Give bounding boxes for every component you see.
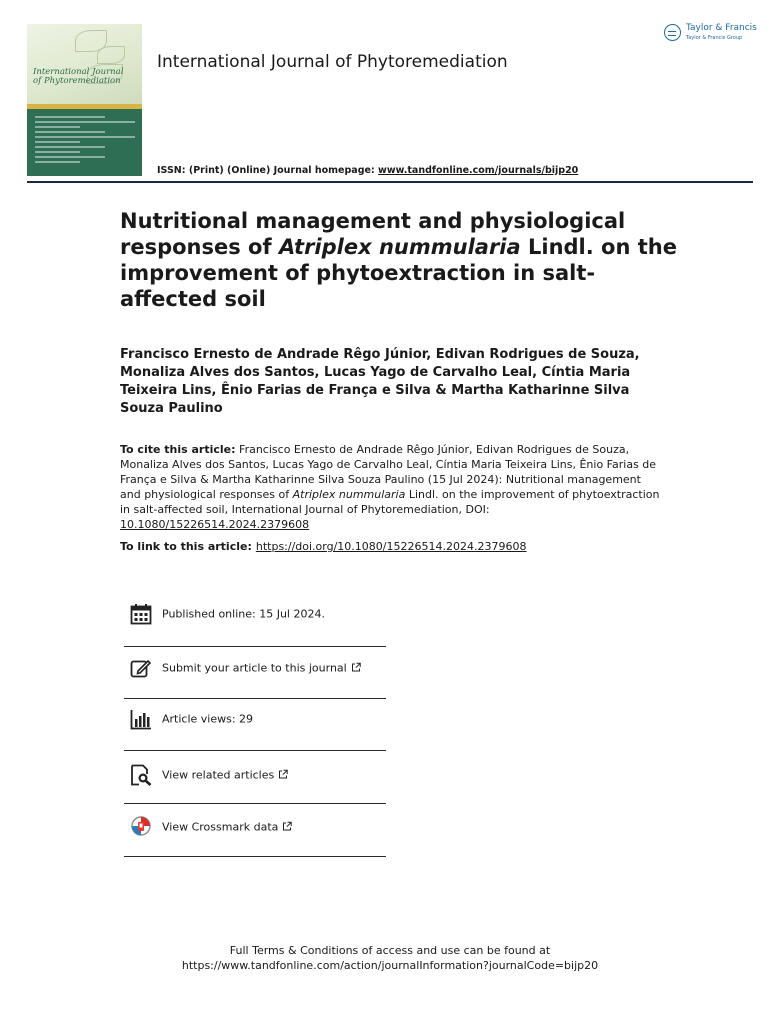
article-title: Nutritional management and physiological responses of Atriplex nummularia Lindl. on the improvement of phytoextraction in salt-affected soil <box>120 209 677 311</box>
publisher-name: Taylor & Francis <box>686 23 757 33</box>
header-divider <box>27 181 753 183</box>
footer-terms <box>0 943 780 973</box>
published-online-row <box>124 594 386 634</box>
journal-cover-image <box>27 24 142 176</box>
publisher-logo[interactable] <box>664 22 757 46</box>
footer-terms-url[interactable]: https://www.tandfonline.com/action/journalInformation?journalCode=bijp20 <box>181 959 599 972</box>
cover-artwork <box>27 24 142 104</box>
citation-label: To cite this article: <box>120 443 236 456</box>
species-name: Atriplex nummularia <box>278 235 521 259</box>
citation-block: To cite this article: Francisco Ernesto de Andrade Rêgo Júnior, Edivan Rodrigues de Souza, Monaliza Alves dos Santos, Lucas Yago de Carvalho Leal, Cíntia Maria Teixeira Lins, Ênio Farias de França e Silva & Martha Katharinne Silva Souza Paulino (15 Jul 2024): Nutritional management and physiological responses of Atriplex nummularia Lindl. on the improvement of phytoextraction in salt-affected soil, International Journal of Phytoremediation, DOI: 10.1080/15226514.2024.2379608 <box>120 443 660 531</box>
article-views-count: Article views: 29 <box>162 712 254 726</box>
crossmark-link[interactable]: View Crossmark data <box>162 821 292 834</box>
citation-doi-link[interactable]: 10.1080/15226514.2024.2379608 <box>120 518 310 531</box>
publisher-logo-icon <box>664 24 681 41</box>
divider <box>124 856 386 857</box>
published-date: Published online: 15 Jul 2024. <box>162 607 325 621</box>
cover-contents-lines <box>35 116 135 166</box>
related-articles-link[interactable]: View related articles <box>162 769 288 782</box>
footer-terms-text: Full Terms & Conditions of access and use can be found at <box>229 944 551 957</box>
article-doi-url[interactable]: https://doi.org/10.1080/15226514.2024.2379608 <box>255 540 527 553</box>
issn-text: ISSN: (Print) (Online) Journal homepage: <box>157 165 379 176</box>
link-label: To link to this article: <box>120 540 252 553</box>
external-link-icon <box>351 663 361 673</box>
publisher-subname: Taylor & Francis Group <box>686 35 743 41</box>
external-link-icon <box>282 822 292 832</box>
related-articles-row[interactable] <box>124 755 386 795</box>
journal-title: International Journal of Phytoremediation <box>157 52 508 72</box>
divider <box>124 750 386 751</box>
external-link-icon <box>278 770 288 780</box>
divider <box>124 646 386 647</box>
cover-title: International Journal of Phytoremediation <box>33 67 124 86</box>
submit-article-link[interactable]: Submit your article to this journal <box>162 662 361 675</box>
submit-article-row[interactable] <box>124 648 386 688</box>
journal-homepage-link[interactable]: www.tandfonline.com/journals/bijp20 <box>378 165 579 176</box>
divider <box>124 803 386 804</box>
article-link-line <box>120 540 526 553</box>
cover-leaf-decoration <box>97 46 125 64</box>
crossmark-row[interactable] <box>124 807 386 847</box>
crossmark-icon <box>130 816 152 838</box>
author-list: Francisco Ernesto de Andrade Rêgo Júnior, Edivan Rodrigues de Souza, Monaliza Alves dos Santos, Lucas Yago de Carvalho Leal, Cíntia Maria Teixeira Lins, Ênio Farias de França e Silva & Martha Katharinne Silva Souza Paulino <box>120 347 640 416</box>
article-views-row <box>124 699 386 739</box>
bar-chart-icon <box>130 708 152 730</box>
cover-band <box>27 104 142 109</box>
edit-icon <box>130 657 152 679</box>
issn-line <box>157 165 578 176</box>
calendar-icon <box>130 603 152 625</box>
search-document-icon <box>130 764 152 786</box>
